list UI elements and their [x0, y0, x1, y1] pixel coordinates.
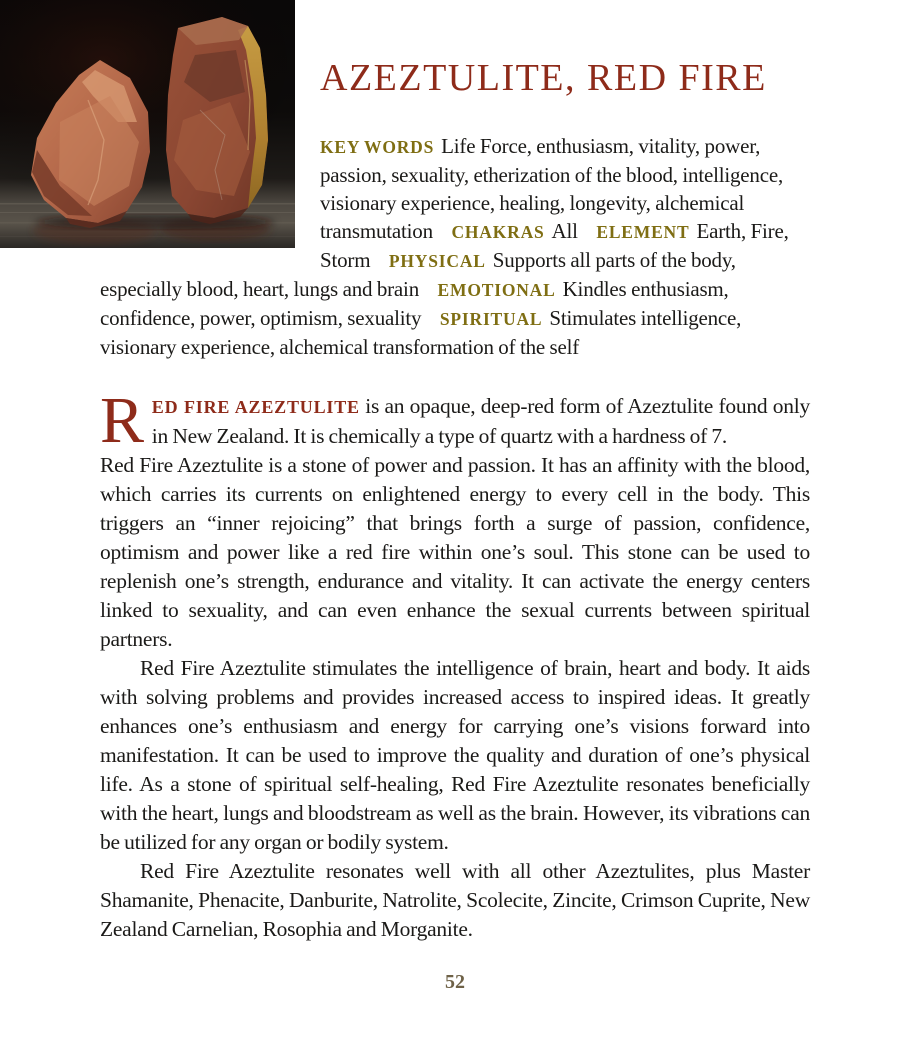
body-paragraph: Red Fire Azeztulite resonates well with all other Azeztulites, plus Master Shamanite, Phenacite, Danburite, Natrolite, Scolecite, Zincite, Crimson Cuprite, New Zealand Carnelian, Rosophia and Morganite. [100, 859, 810, 941]
lead-paragraph [100, 384, 810, 457]
keyword-label: KEY WORDS [320, 137, 435, 157]
keyword-label: CHAKRAS [451, 222, 545, 242]
lead-smallcaps: ED FIRE AZEZTULITE [151, 397, 360, 417]
keyword-label: ELEMENT [596, 222, 690, 242]
body-paragraph: Red Fire Azeztulite is a stone of power and passion. It has an affinity with the blood, which carries its currents on enlightened energy to every cell in the body. This triggers an “inner rejoicing” that brings forth a surge of passion, confidence, optimism and power like a red fire within one’s soul. This stone can be used to replenish one’s strength, endurance and vitality. It can activate the energy centers linked to sexuality, and can even enhance the sexual currents between spiritual partners. [100, 453, 810, 651]
keyword-text: Kindles enthusiasm, confidence, power, optimism, sexuality [100, 277, 729, 330]
keyword-text: Stimulates intelligence, visionary experience, alchemical transformation of the self [100, 306, 742, 359]
keyword-label: SPIRITUAL [439, 309, 543, 329]
stones-photo [0, 0, 295, 248]
drop-cap: R [100, 384, 144, 457]
page-title: AZEZTULITE, RED FIRE [320, 57, 767, 99]
body-copy [100, 384, 810, 944]
page-number: 52 [445, 971, 465, 993]
stones-photo-graphic [0, 0, 295, 248]
keyword-text: Life Force, enthusiasm, vitality, power, passion, sexuality, etherization of the blood, intelligence, visionary experience, healing, longevity, alchemical transmutation [320, 134, 784, 243]
keyword-label: PHYSICAL [388, 251, 486, 271]
keyword-text: Supports all parts of the body, especially blood, heart, lungs and brain [100, 248, 736, 301]
keyword-text: All [551, 219, 583, 243]
lead-paragraph-text: is an opaque, deep-red form of Azeztulite found only in New Zealand. It is chemically a type of quartz with a hardness of 7. [151, 394, 810, 448]
body-paragraph: Red Fire Azeztulite stimulates the intelligence of brain, heart and body. It aids with solving problems and provides increased access to inspired ideas. It greatly enhances one’s enthusiasm and energy for carrying one’s visions forward into manifestation. It can be used to improve the quality and duration of one’s physical life. As a stone of spiritual self-healing, Red Fire Azeztulite resonates beneficially with the heart, lungs and bloodstream as well as the brain. However, its vibrations can be utilized for any organ or bodily system. [100, 656, 810, 854]
keyword-label: EMOTIONAL [437, 280, 556, 300]
body-paragraphs [100, 451, 810, 944]
keyword-text: Earth, Fire, Storm [320, 219, 789, 272]
